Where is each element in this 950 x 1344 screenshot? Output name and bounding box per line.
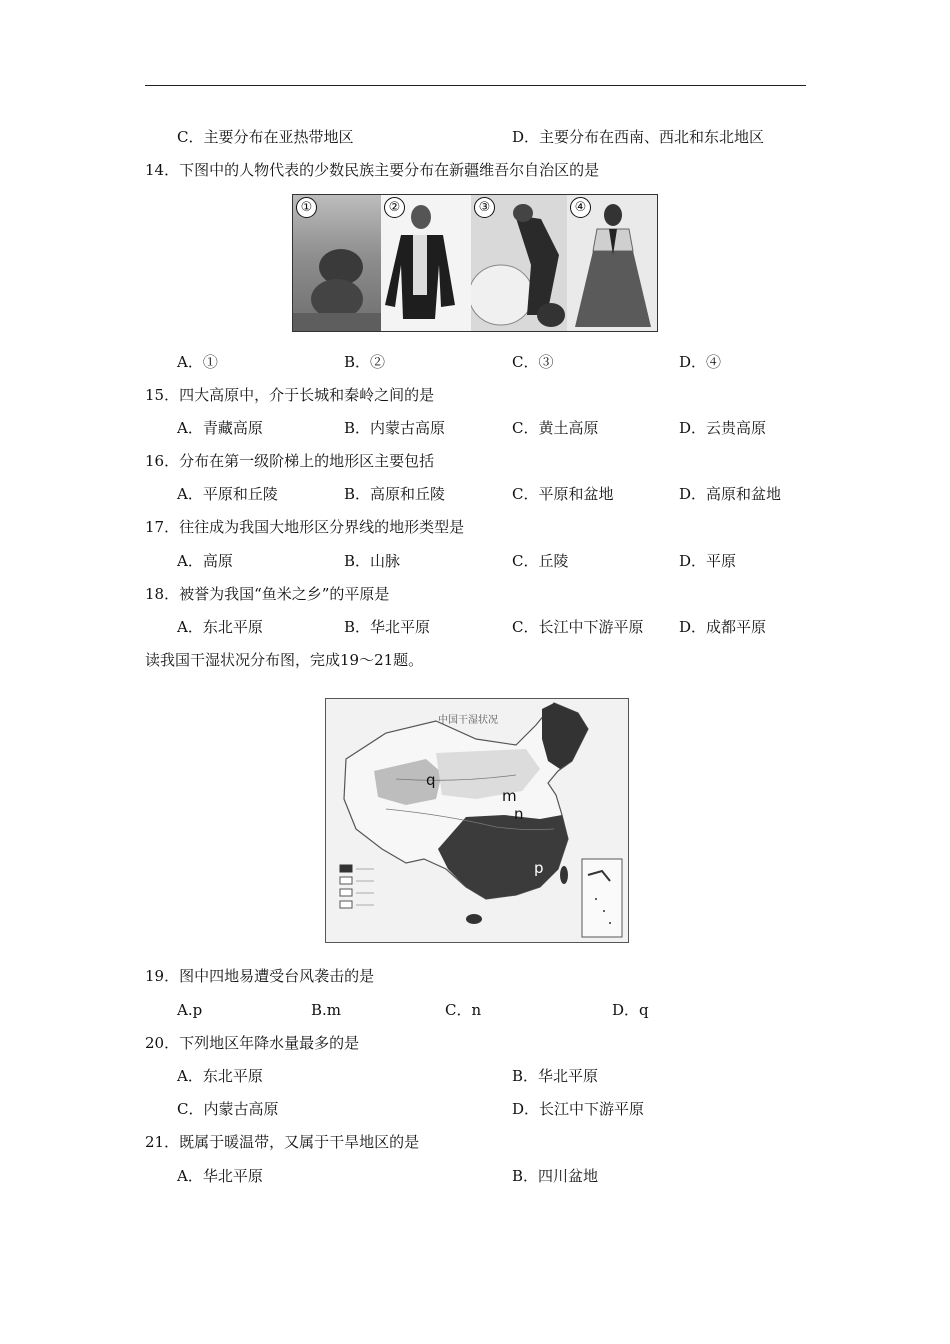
q15-option-d: D．云贵高原 — [679, 419, 767, 437]
map-drawing — [326, 699, 628, 942]
q13-option-c: C．主要分布在亚热带地区 — [177, 128, 354, 146]
q13-option-d: D．主要分布在西南、西北和东北地区 — [512, 128, 765, 146]
q21-option-b: B．四川盆地 — [512, 1167, 599, 1185]
q15-option-c: C．黄土高原 — [512, 419, 599, 437]
panel-number-1: ① — [296, 197, 317, 218]
map-label-n: n — [514, 805, 524, 823]
q17-stem: 17．往往成为我国大地形区分界线的地形类型是 — [145, 518, 465, 536]
q14-option-b: B．② — [344, 353, 386, 371]
map-label-q: q — [426, 771, 436, 789]
q17-option-b: B．山脉 — [344, 552, 401, 570]
panel-number-3: ③ — [474, 197, 495, 218]
q16-option-b: B．高原和丘陵 — [344, 485, 446, 503]
q16-stem: 16．分布在第一级阶梯上的地形区主要包括 — [145, 452, 435, 470]
q19-option-b: B.m — [311, 1001, 342, 1019]
q19-stem: 19．图中四地易遭受台风袭击的是 — [145, 967, 375, 985]
panel-number-4: ④ — [570, 197, 591, 218]
q18-stem: 18．被誉为我国“鱼米之乡”的平原是 — [145, 585, 390, 603]
panel-number-2: ② — [384, 197, 405, 218]
q20-option-c: C．内蒙古高原 — [177, 1100, 279, 1118]
q18-option-b: B．华北平原 — [344, 618, 431, 636]
q16-option-d: D．高原和盆地 — [679, 485, 782, 503]
q14-option-c: C．③ — [512, 353, 554, 371]
figure-panel-2 — [381, 195, 471, 331]
map-title: 中国干湿状况 — [438, 715, 498, 726]
figure-panel-1 — [293, 195, 381, 331]
q21-stem: 21．既属于暖温带，又属于干旱地区的是 — [145, 1133, 420, 1151]
section-intro: 读我国干湿状况分布图，完成19～21题。 — [145, 651, 424, 669]
q17-option-c: C．丘陵 — [512, 552, 569, 570]
figure-panel-3 — [471, 195, 567, 331]
q16-option-a: A．平原和丘陵 — [177, 485, 278, 503]
q20-option-a: A．东北平原 — [177, 1067, 263, 1085]
q15-option-a: A．青藏高原 — [177, 419, 263, 437]
ethnic-figure — [292, 194, 658, 332]
q20-option-d: D．长江中下游平原 — [512, 1100, 645, 1118]
q20-option-b: B．华北平原 — [512, 1067, 599, 1085]
map-label-m: m — [502, 787, 517, 805]
header-rule — [145, 85, 806, 86]
q16-option-c: C．平原和盆地 — [512, 485, 614, 503]
q18-option-c: C．长江中下游平原 — [512, 618, 644, 636]
q20-stem: 20．下列地区年降水量最多的是 — [145, 1034, 360, 1052]
q18-option-d: D．成都平原 — [679, 618, 767, 636]
q19-option-d: D．q — [612, 1001, 649, 1019]
q15-stem: 15．四大高原中，介于长城和秦岭之间的是 — [145, 386, 435, 404]
map-label-p: p — [534, 859, 544, 877]
china-dry-wet-map — [325, 698, 629, 943]
q19-option-c: C．n — [445, 1001, 482, 1019]
q18-option-a: A．东北平原 — [177, 618, 263, 636]
q21-option-a: A．华北平原 — [177, 1167, 263, 1185]
q14-option-d: D．④ — [679, 353, 722, 371]
q19-option-a: A.p — [177, 1001, 203, 1019]
q14-stem: 14．下图中的人物代表的少数民族主要分布在新疆维吾尔自治区的是 — [145, 161, 600, 179]
q14-option-a: A．① — [177, 353, 218, 371]
q17-option-d: D．平原 — [679, 552, 737, 570]
q17-option-a: A．高原 — [177, 552, 233, 570]
figure-panel-4 — [567, 195, 657, 331]
q15-option-b: B．内蒙古高原 — [344, 419, 446, 437]
